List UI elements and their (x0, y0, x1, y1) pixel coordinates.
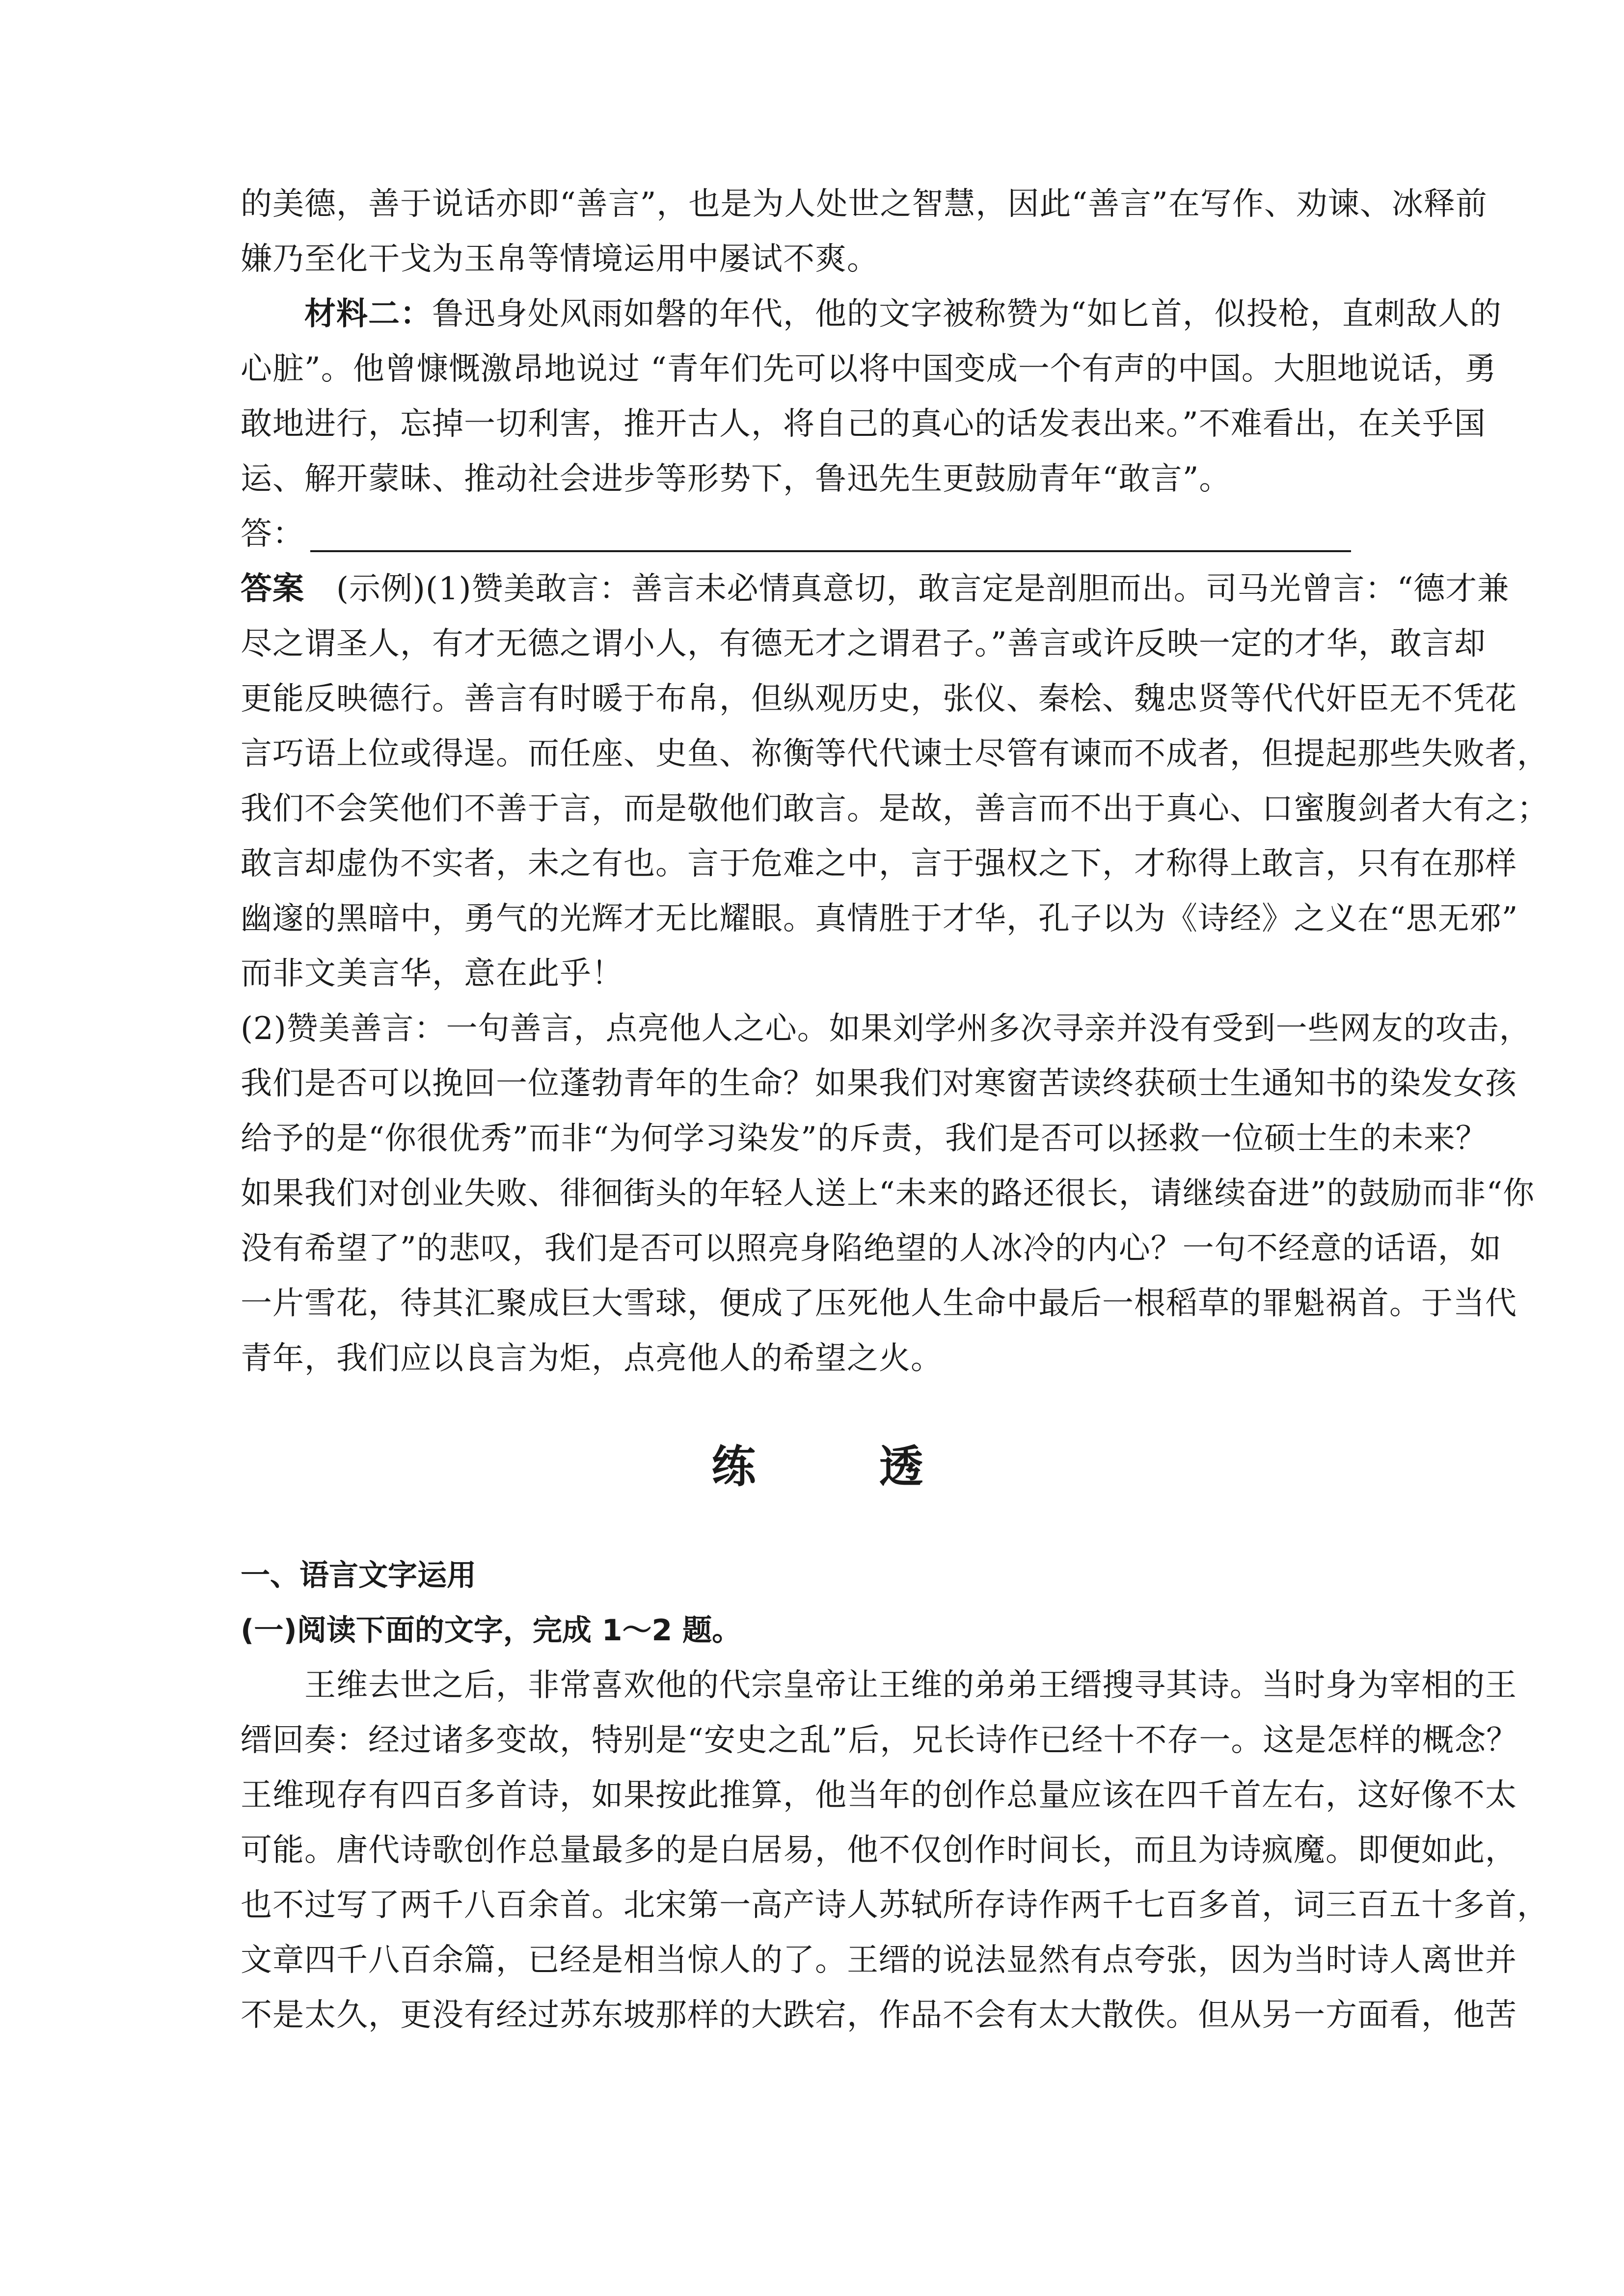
passage-line: 不是太久，更没有经过苏东坡那样的大跌宕，作品不会有太大散佚。但从另一方面看，他苦 (241, 1997, 1517, 2033)
passage-line: 王维去世之后，非常喜欢他的代宗皇帝让王维的弟弟王缙搜寻其诗。当时身为宰相的王 (304, 1667, 1517, 1704)
answer-label: 答案 (241, 571, 304, 607)
answer-line: 尽之谓圣人，有才无德之谓小人，有德无才之谓君子。”善言或许反映一定的才华，敢言却 (241, 626, 1486, 662)
answer-prompt: 答： (241, 516, 304, 552)
section-title: 练 透 (711, 1441, 977, 1493)
answer-line: 给予的是“你很优秀”而非“为何学习染发”的斥责，我们是否可以拯救一位硕士生的未来？ (241, 1121, 1488, 1157)
material1-line-1: 的美德，善于说话亦即“善言”，也是为人处世之智慧，因此“善言”在写作、劝谏、冰释前 (241, 186, 1488, 222)
spacer (241, 1386, 1394, 1430)
answer-line: 没有希望了”的悲叹，我们是否可以照亮身陷绝望的人冰冷的内心？一句不经意的话语，如 (241, 1230, 1502, 1267)
passage-line: 也不过写了两千八百余首。北宋第一高产诗人苏轼所存诗作两千七百多首，词三百五十多首， (241, 1887, 1549, 1923)
part-heading: 一、语言文字运用 (241, 1558, 476, 1593)
answer-first-text: (示例)(1)赞美敢言：善言未必情真意切，敢言定是剖胆而出。司马光曾言：“德才兼 (304, 571, 1510, 607)
answer-line: 而非文美言华，意在此乎！ (241, 956, 623, 992)
material2-line-4: 运、解开蒙昧、推动社会进步等形势下，鲁迅先生更鼓励青年“敢言”。 (241, 461, 1231, 497)
passage-line: 可能。唐代诗歌创作总量最多的是白居易，他不仅创作时间长，而且为诗疯魔。即便如此， (241, 1832, 1517, 1869)
answer-line: 青年，我们应以良言为炬，点亮他人的希望之火。 (241, 1340, 943, 1377)
answer-line: 我们是否可以挽回一位蓬勃青年的生命？如果我们对寒窗苦读终获硕士生通知书的染发女孩 (241, 1066, 1517, 1102)
question-heading: (一)阅读下面的文字，完成 1～2 题。 (241, 1613, 742, 1648)
passage-line: 王维现存有四百多首诗，如果按此推算，他当年的创作总量应该在四千首左右，这好像不太 (241, 1777, 1517, 1814)
material2-line-3: 敢地进行，忘掉一切利害，推开古人，将自己的真心的话发表出来。”不难看出，在关乎国 (241, 406, 1486, 442)
material2-line-2: 心脏”。他曾慷慨激昂地说过 “青年们先可以将中国变成一个有声的中国。大胆地说话，勇 (241, 351, 1497, 387)
material1-line-2: 嫌乃至化干戈为玉帛等情境运用中屡试不爽。 (241, 241, 879, 277)
answer-line: 一片雪花，待其汇聚成巨大雪球，便成了压死他人生命中最后一根稻草的罪魁祸首。于当代 (241, 1285, 1517, 1322)
answer-line: 敢言却虚伪不实者，未之有也。言于危难之中，言于强权之下，才称得上敢言，只有在那样 (241, 846, 1517, 882)
answer-line: 幽邃的黑暗中，勇气的光辉才无比耀眼。真情胜于才华，孔子以为《诗经》之义在“思无邪” (241, 901, 1518, 937)
answer-line-first (241, 561, 1510, 616)
spacer (241, 1504, 1394, 1548)
answer-prompt-row (241, 507, 1394, 561)
answer-line: 我们不会笑他们不善于言，而是敬他们敢言。是故，善言而不出于真心、口蜜腹剑者大有之； (241, 791, 1549, 827)
passage-line: 缙回奏：经过诸多变故，特别是“安史之乱”后，兄长诗作已经十不存一。这是怎样的概念？ (241, 1722, 1518, 1759)
document-page (241, 177, 1549, 2043)
passage-line: 文章四千八百余篇，已经是相当惊人的了。王缙的说法显然有点夸张，因为当时诗人离世并 (241, 1942, 1517, 1978)
answer-blank-line (310, 550, 1351, 552)
answer-line: 更能反映德行。善言有时暖于布帛，但纵观历史，张仪、秦桧、魏忠贤等代代奸臣无不凭花 (241, 681, 1517, 717)
answer-line: (2)赞美善言：一句善言，点亮他人之心。如果刘学州多次寻亲并没有受到一些网友的攻击， (241, 1011, 1531, 1047)
answer-line: 言巧语上位或得逞。而任座、史鱼、祢衡等代代谏士尽管有谏而不成者，但提起那些失败者， (241, 736, 1549, 772)
material2-line-1 (241, 287, 1502, 342)
answer-line: 如果我们对创业失败、徘徊街头的年轻人送上“未来的路还很长，请继续奋进”的鼓励而非“你 (241, 1175, 1535, 1212)
material2-text-1: 鲁迅身处风雨如磐的年代，他的文字被称赞为“如匕首，似投枪，直刺敌人的 (432, 296, 1502, 332)
material2-label: 材料二： (304, 295, 432, 332)
